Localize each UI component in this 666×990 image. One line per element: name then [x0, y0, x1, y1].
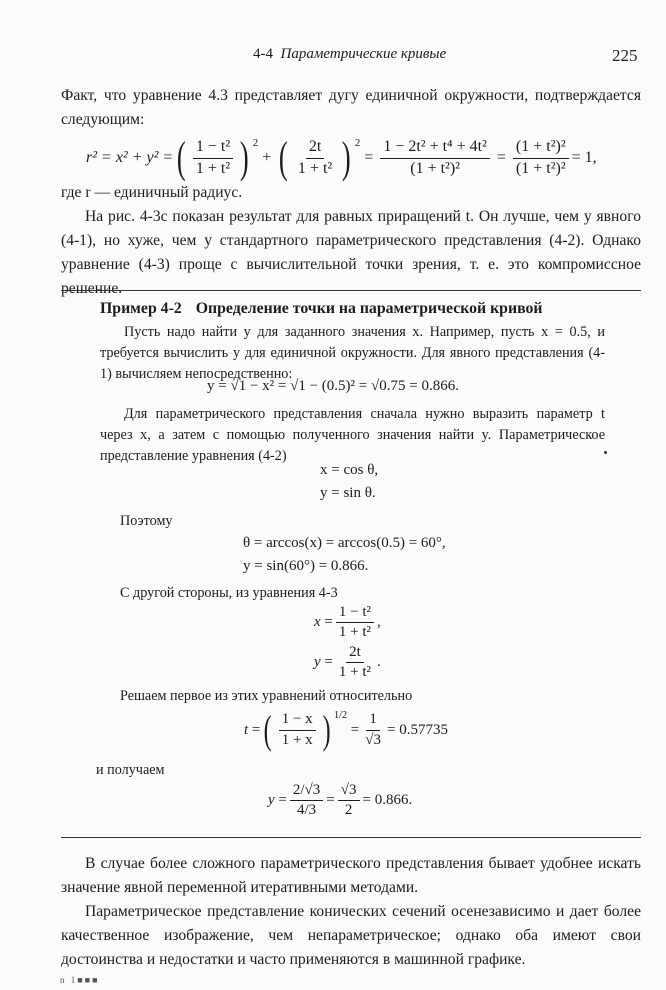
eq43-y-frac: [336, 644, 374, 682]
example-paragraph-4: С другой стороны, из уравнения 4-3: [120, 585, 338, 601]
example-paragraph-1: Пусть надо найти y для заданного значения x. Например, пусть x = 0.5, и требуется вычислить y для единичной окружности. Для явного представления (4-1) вычисляем непосредственно:: [100, 324, 605, 382]
eq1-frac-4-den: (1 + t²)²: [515, 159, 566, 177]
eq1-frac-2: [295, 138, 335, 178]
equation-theta: θ = arccos(x) = arccos(0.5) = 60°,: [243, 535, 446, 551]
eq-yf-f2-num: √3: [338, 782, 360, 801]
running-header-title: [253, 46, 446, 63]
eq-yf-frac-2: [338, 782, 360, 820]
equation-param-x: x = cos θ,: [320, 462, 379, 478]
paren-close: ): [240, 133, 249, 182]
footer-mark: n 1■■■: [60, 975, 100, 985]
eq-t-num: 1 − x: [279, 711, 316, 730]
example-title: Определение точки на параметрической кривой: [195, 300, 543, 317]
eq-t-f2-den: √3: [365, 731, 381, 748]
eq1-frac-2-num: 2t: [306, 138, 324, 158]
eq43-x-num: 1 − t²: [336, 604, 374, 623]
equation-43-y: y = $\frac{2t}{\text{1 + t²}}$ .: [314, 644, 381, 681]
outro-paragraph-2: Параметрическое представление конических сечений осенезависимо и дает более качественное изображение, чем непараметрическое; однако оба имеют свои достоинства и недостатки и часто применяются в машинной графике.: [61, 903, 641, 968]
eq-yf-f2-den: 2: [344, 802, 353, 819]
eq-t-frac-1: [279, 711, 316, 749]
eq-t-den: 1 + x: [281, 731, 313, 748]
eq1-frac-3-den: (1 + t²)²: [410, 159, 460, 177]
example-top-rule: [61, 290, 641, 291]
intro-paragraph-3: На рис. 4-3c показан результат для равных приращений t. Он лучше, чем у явного (4-1), но хуже, чем у стандартного параметрического представления (4-2). Однако уравнение (4-3) проще с вычислительной точки зрения, т. е. это компромиссное решение.: [61, 208, 641, 297]
equation-t: t = ( $\frac{1 - x}{1 + x}$ ) 1/2 = $\frac{1}{√3}$ = 0.57735: [244, 707, 448, 752]
eq-yf-f1-den: 4/3: [297, 802, 317, 819]
equation-unit-circle: r² = x² + y² = ( $\frac{\text{1 − t²}}{\text{1 + t²}}$ ) 2 + ( $\frac{2t}{\text{1 + t²}}$ ) 2 = $\frac{\text{1 − 2t² + t⁴ + 4t²}}{\text{(1 + t²)²}}$ = $\frac{\text{(1 + t²)²}}{\text{(1 + t²)²}}$ = 1,: [86, 133, 597, 182]
example-heading: [100, 300, 543, 318]
equation-43-x: x = $\frac{\text{1 − t²}}{\text{1 + t²}}$ ,: [314, 604, 381, 641]
equation-y-final: y = $\frac{2/√3}{4/3}$ = $\frac{√3}{2}$ = 0.866.: [268, 782, 413, 819]
intro-paragraph-1: Факт, что уравнение 4.3 представляет дугу единичной окружности, подтверждается следующим:: [61, 87, 641, 128]
equation-y-sin: y = sin(60°) = 0.866.: [243, 558, 369, 574]
paren-open: (: [177, 133, 186, 182]
eq-yf-frac-1: [290, 782, 323, 820]
stray-dot: [604, 451, 607, 454]
example-bottom-rule: [61, 837, 641, 838]
eq1-frac-1-den: 1 + t²: [195, 159, 231, 177]
eq43-x-frac: [336, 604, 374, 642]
eq1-frac-3-num: 1 − 2t² + t⁴ + 4t²: [380, 138, 490, 158]
eq43-y-den: 1 + t²: [338, 664, 372, 681]
eq1-frac-1: [193, 138, 233, 178]
paren-close-2: ): [342, 133, 351, 182]
eq1-frac-4: [513, 138, 569, 178]
eq1-rhs: = 1,: [571, 149, 597, 166]
eq1-frac-2-den: 1 + t²: [297, 159, 333, 177]
example-paragraph-3: Поэтому: [120, 513, 173, 529]
eq-t-f2-num: 1: [366, 711, 380, 730]
example-paragraph-2: Для параметрического представления сначала нужно выразить параметр t через x, а затем с помощью полученного значения найти y. Параметрическое представление уравнения (4-2): [100, 406, 605, 464]
paren-open-2: (: [279, 133, 288, 182]
eq1-frac-1-num: 1 − t²: [193, 138, 233, 158]
example-label: Пример 4-2: [100, 300, 182, 317]
eq-yf-f1-num: 2/√3: [290, 782, 323, 801]
eq1-frac-3: [380, 138, 490, 178]
equation-param-y: y = sin θ.: [320, 485, 376, 501]
section-title: Параметрические кривые: [280, 46, 447, 62]
eq43-y-num: 2t: [346, 644, 364, 663]
equation-explicit: y = √1 − x² = √1 − (0.5)² = √0.75 = 0.866.: [207, 378, 459, 394]
eq43-x-den: 1 + t²: [338, 624, 372, 641]
eq-t-frac-2: [362, 711, 384, 749]
section-number: 4-4: [253, 46, 273, 62]
eq1-lhs: r² = x² + y² =: [86, 149, 174, 166]
eq-yf-result: = 0.866.: [362, 792, 413, 809]
outro-paragraph-1: В случае более сложного параметрического представления бывает удобнее искать значение явной переменной итеративными методами.: [61, 855, 641, 896]
example-paragraph-6: и получаем: [96, 762, 165, 778]
intro-paragraph-2: где r — единичный радиус.: [61, 184, 243, 201]
example-paragraph-5: Решаем первое из этих уравнений относительно: [120, 688, 413, 704]
eq1-frac-4-num: (1 + t²)²: [513, 138, 569, 158]
page-number: 225: [612, 46, 638, 65]
eq-t-result: = 0.57735: [387, 721, 448, 738]
